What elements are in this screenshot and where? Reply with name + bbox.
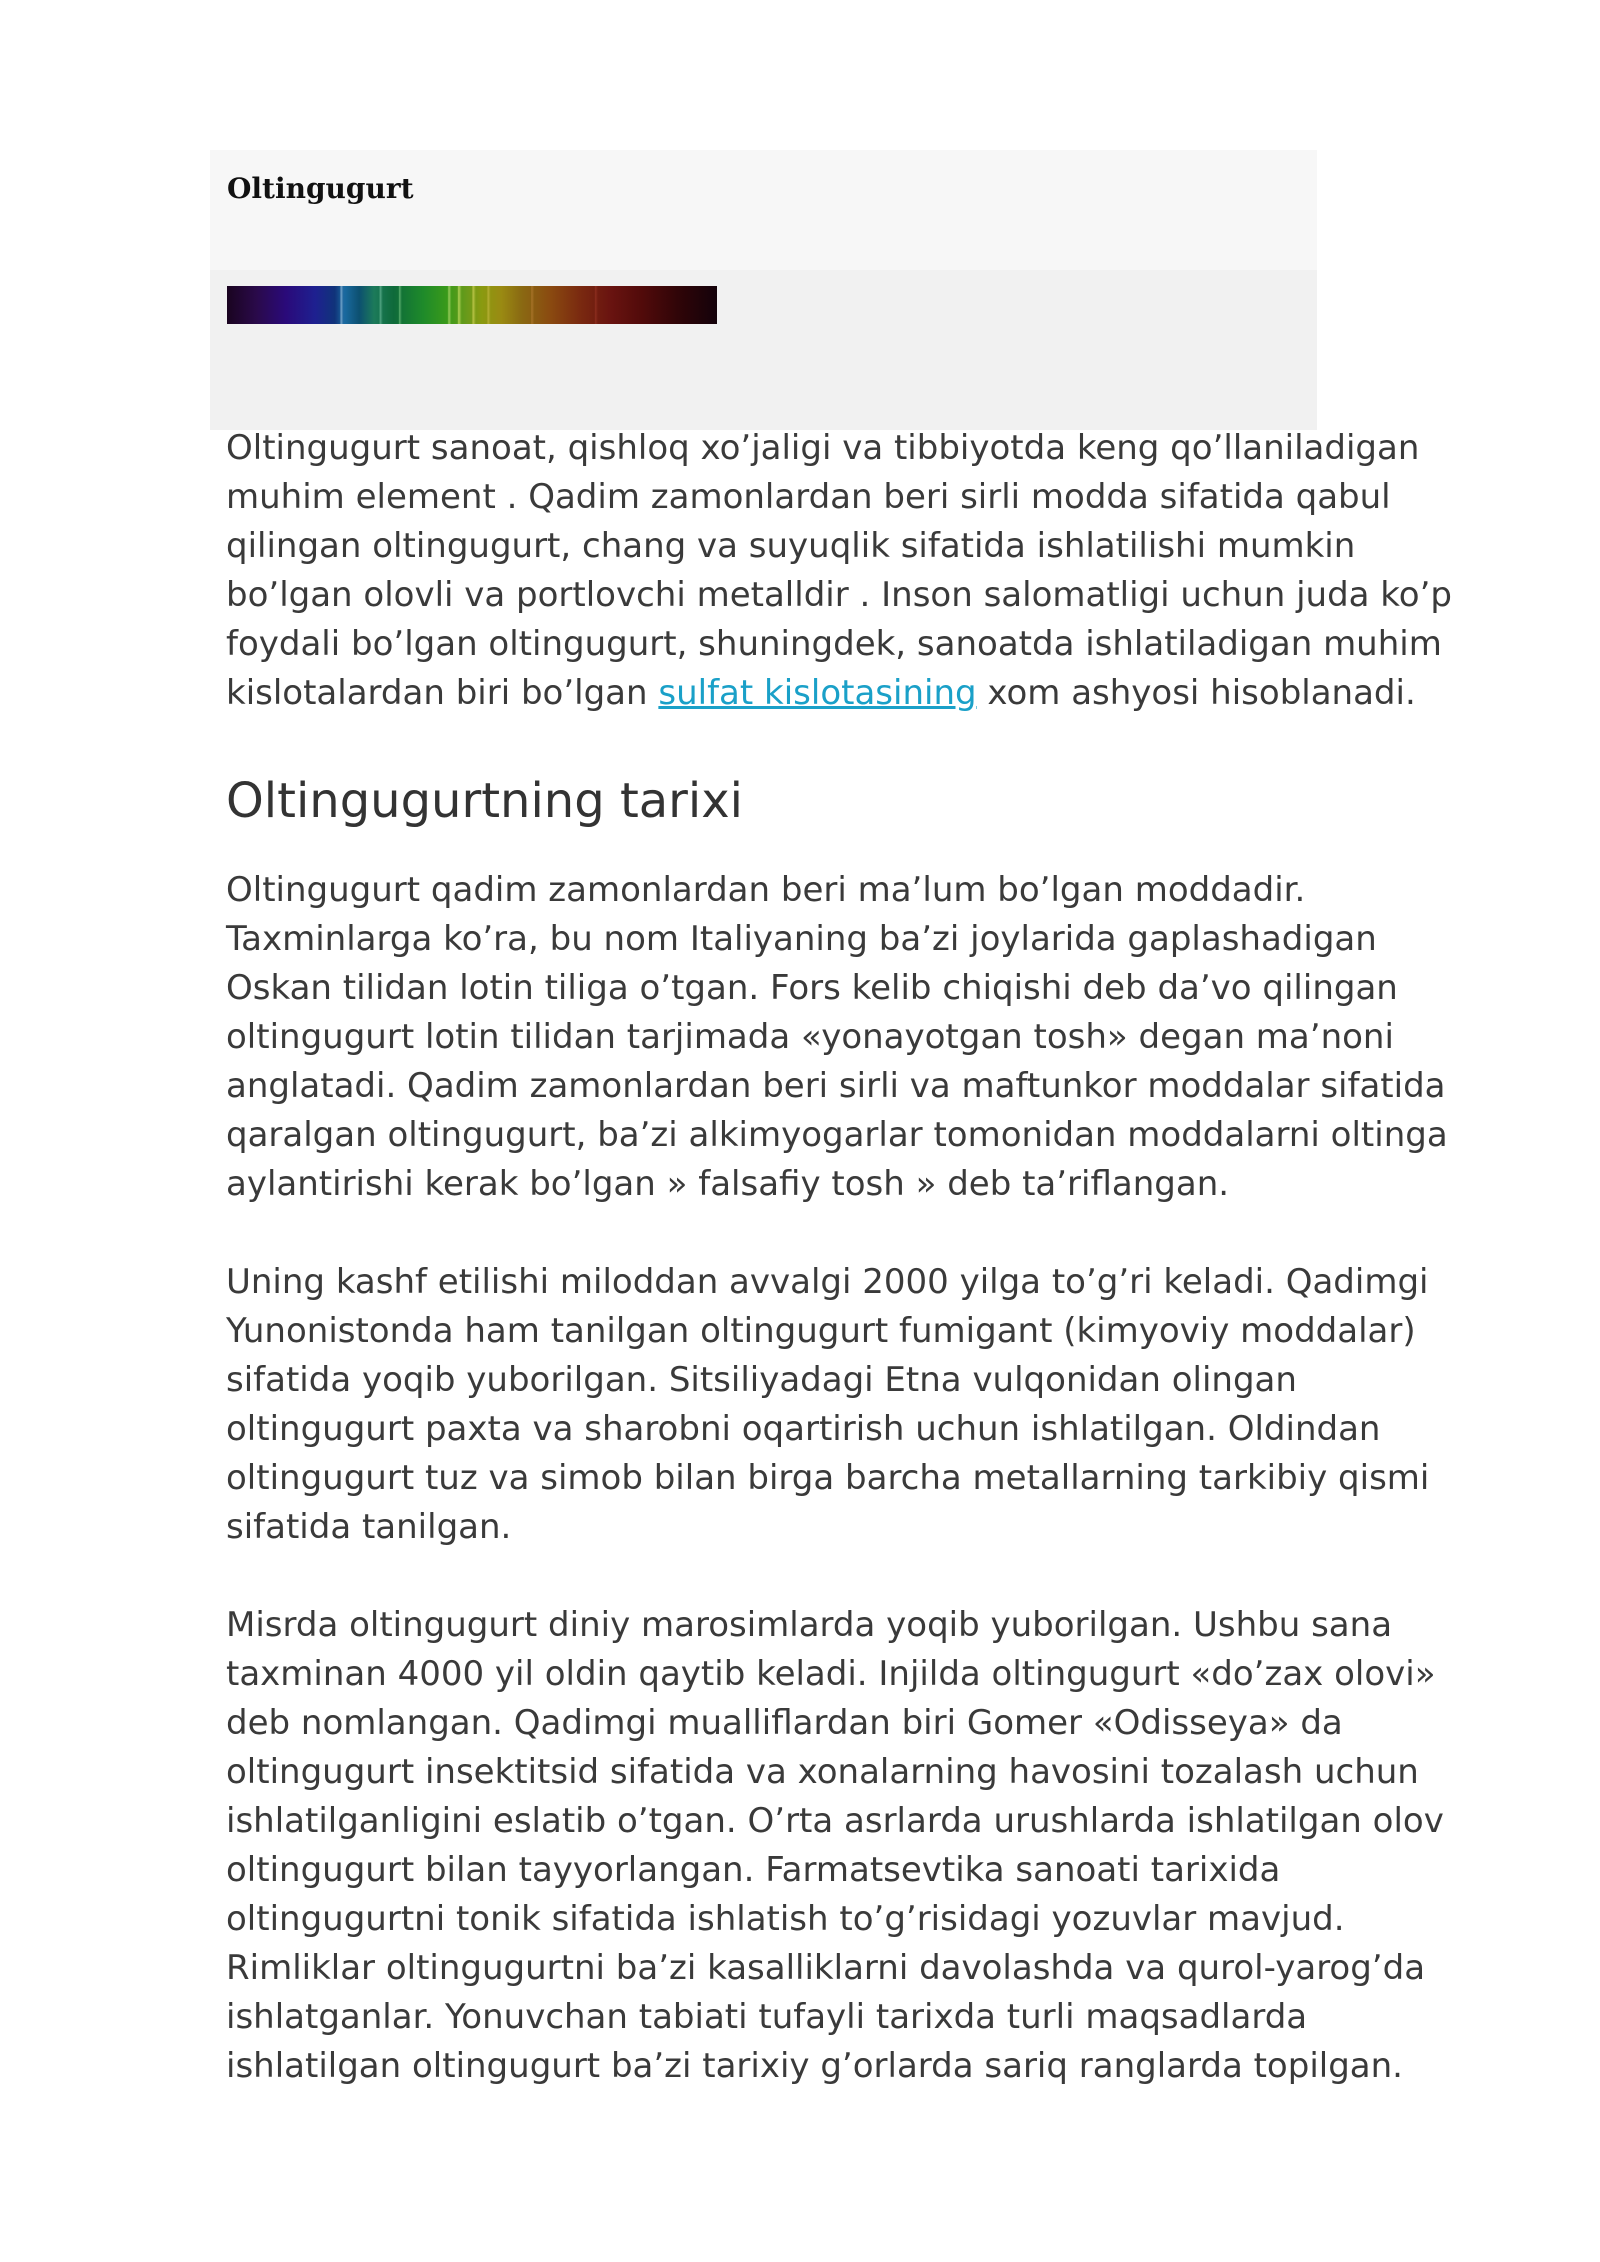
text-line: Oltingugurt sanoat, qishloq xo’jaligi va tibbiyotda keng qo’llaniladigan xyxy=(226,428,1420,468)
text-line: muhim element . Qadim zamonlardan beri sirli modda sifatida qabul xyxy=(226,477,1391,517)
text-line: Taxminlarga ko’ra, bu nom Italiyaning ba’zi joylarida gaplashadigan xyxy=(226,919,1377,959)
text-line: ishlatganlar. Yonuvchan tabiati tufayli tarixda turli maqsadlarda xyxy=(226,1997,1308,2037)
text-line: Yunonistonda ham tanilgan oltingugurt fumigant (kimyoviy moddalar) xyxy=(226,1311,1416,1351)
section-heading: Oltingugurtning tarixi xyxy=(226,773,743,829)
text-fragment: xom ashyosi hisoblanadi. xyxy=(976,673,1416,713)
text-line: Oltingugurt qadim zamonlardan beri ma’lum bo’lgan moddadir. xyxy=(226,870,1306,910)
text-line: ishlatilganligini eslatib o’tgan. O’rta asrlarda urushlarda ishlatilgan olov xyxy=(226,1801,1444,1841)
sulfat-kislotasi-link[interactable]: sulfat kislotasining xyxy=(658,673,977,713)
infobox-title: Oltingugurt xyxy=(227,172,414,205)
text-line: sifatida yoqib yuborilgan. Sitsiliyadagi Etna vulqonidan olingan xyxy=(226,1360,1297,1400)
infobox xyxy=(210,150,1317,430)
text-line: taxminan 4000 yil oldin qaytib keladi. Injilda oltingugurt «do’zax olovi» xyxy=(226,1654,1436,1694)
text-line: bo’lgan olovli va portlovchi metalldir . Inson salomatligi uchun juda ko’p xyxy=(226,575,1452,615)
text-line: aylantirishi kerak bo’lgan » falsafiy tosh » deb ta’riflangan. xyxy=(226,1164,1230,1204)
text-line: oltingugurt lotin tilidan tarjimada «yonayotgan tosh» degan ma’noni xyxy=(226,1017,1394,1057)
history-paragraph-2 xyxy=(226,1258,1466,1552)
text-line: oltingugurt bilan tayyorlangan. Farmatsevtika sanoati tarixida xyxy=(226,1850,1281,1890)
spectrum-lines xyxy=(227,286,717,324)
text-line: qilingan oltingugurt, chang va suyuqlik sifatida ishlatilishi mumkin xyxy=(226,526,1356,566)
text-line: oltingugurtni tonik sifatida ishlatish to’g’risidagi yozuvlar mavjud. xyxy=(226,1899,1345,1939)
text-line: qaralgan oltingugurt, ba’zi alkimyogarlar tomonidan moddalarni oltinga xyxy=(226,1115,1448,1155)
text-line: foydali bo’lgan oltingugurt, shuningdek, sanoatda ishlatiladigan muhim xyxy=(226,624,1442,664)
text-line xyxy=(226,669,1456,718)
intro-paragraph xyxy=(226,424,1456,718)
text-line: Uning kashf etilishi miloddan avvalgi 2000 yilga to’g’ri keladi. Qadimgi xyxy=(226,1262,1429,1302)
emission-spectrum-image xyxy=(227,286,717,324)
text-line: Rimliklar oltingugurtni ba’zi kasalliklarni davolashda va qurol-yarog’da xyxy=(226,1948,1426,1988)
infobox-header xyxy=(210,150,1317,270)
history-paragraph-1 xyxy=(226,866,1466,1209)
text-line: Oskan tilidan lotin tiliga o’tgan. Fors kelib chiqishi deb da’vo qilingan xyxy=(226,968,1398,1008)
text-line: anglatadi. Qadim zamonlardan beri sirli va maftunkor moddalar sifatida xyxy=(226,1066,1446,1106)
text-line: sifatida tanilgan. xyxy=(226,1507,512,1547)
text-line: oltingugurt insektitsid sifatida va xonalarning havosini tozalash uchun xyxy=(226,1752,1419,1792)
text-line: oltingugurt paxta va sharobni oqartirish uchun ishlatilgan. Oldindan xyxy=(226,1409,1381,1449)
text-line: Misrda oltingugurt diniy marosimlarda yoqib yuborilgan. Ushbu sana xyxy=(226,1605,1393,1645)
text-fragment: kislotalardan biri bo’lgan xyxy=(226,673,659,713)
text-line: deb nomlangan. Qadimgi mualliflardan biri Gomer «Odisseya» da xyxy=(226,1703,1343,1743)
history-paragraph-3 xyxy=(226,1601,1466,2091)
text-line: oltingugurt tuz va simob bilan birga barcha metallarning tarkibiy qismi xyxy=(226,1458,1430,1498)
text-line: ishlatilgan oltingugurt ba’zi tarixiy g’orlarda sariq ranglarda topilgan. xyxy=(226,2046,1403,2086)
